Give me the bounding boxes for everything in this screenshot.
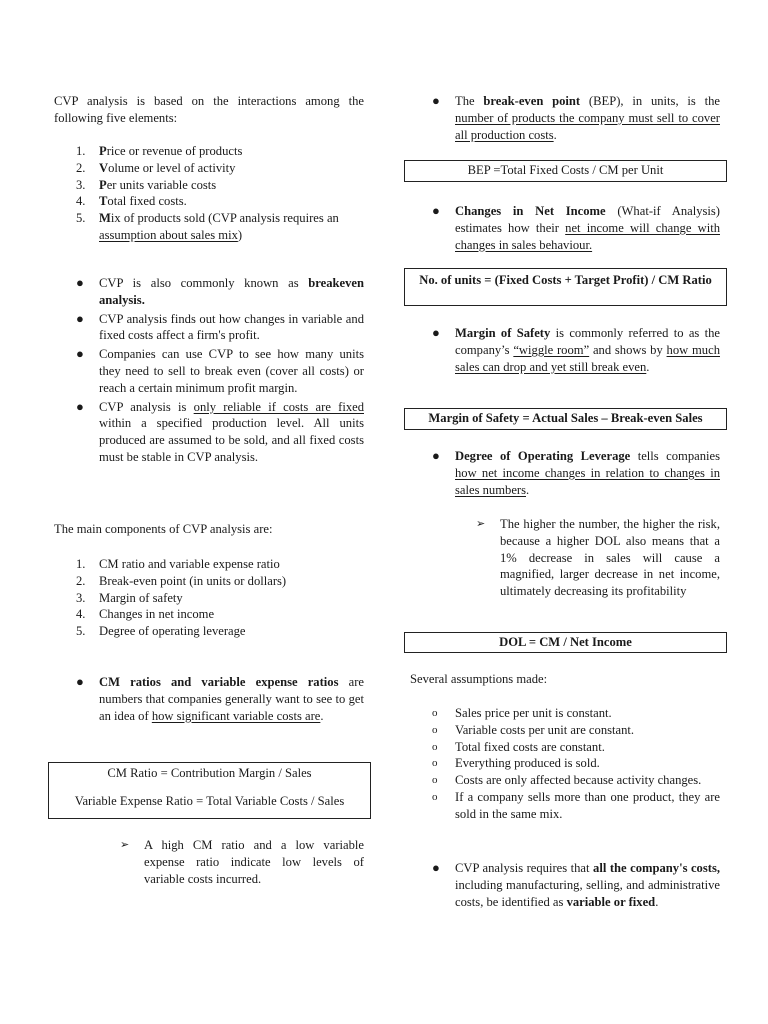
bullet-icon: ●	[76, 346, 84, 362]
list-item: ● CVP is also commonly known as breakeven analysis.	[76, 275, 364, 307]
assumptions-intro: Several assumptions made:	[410, 672, 548, 686]
cm-ratio-formula-box	[48, 762, 371, 819]
dol-formula-box: DOL = CM / Net Income	[404, 632, 727, 653]
margin-of-safety-formula-box: Margin of Safety = Actual Sales – Break-even Sales	[404, 408, 727, 430]
list-item: ➢ The higher the number, the higher the risk, because a higher DOL also means that a 1% decrease in sales will cause a magnified, larger decrease in net income, ultimately decreasing its profitability	[476, 517, 720, 599]
list-item: ● Degree of Operating Leverage tells companies how net income changes in relation to changes in sales numbers.	[432, 448, 720, 497]
bullet-icon: ●	[432, 860, 440, 875]
arrow-icon: ➢	[120, 839, 130, 851]
circle-bullet-icon: o	[432, 790, 438, 803]
list-item: ● CVP analysis requires that all the company's costs, including manufacturing, selling, and administrative costs, be identified as variable or fixed.	[432, 860, 720, 909]
list-item: ● The break-even point (BEP), in units, is the number of products the company must sell to cover all production costs.	[432, 93, 720, 142]
arrow-icon: ➢	[476, 518, 486, 530]
list-item: 4. Changes in net income	[76, 607, 215, 622]
assumptions-list	[410, 705, 720, 823]
list-item: 2. Volume or level of activity	[76, 160, 236, 175]
list-item: ➢ A high CM ratio and a low variable expense ratio indicate low levels of variable costs incurred.	[120, 838, 364, 886]
components-intro: The main components of CVP analysis are:	[54, 522, 273, 536]
bullet-icon: ●	[76, 310, 84, 326]
list-item: 5. Degree of operating leverage	[76, 624, 246, 639]
list-item: ● Companies can use CVP to see how many units they need to sell to break even (cover all costs) or reach a certain minimum profit margin.	[76, 346, 364, 395]
circle-bullet-icon: o	[432, 723, 438, 736]
circle-bullet-icon: o	[432, 774, 438, 787]
list-item: o Everything produced is sold.	[432, 756, 600, 771]
bullet-icon: ●	[432, 203, 440, 218]
list-item: 3. Per units variable costs	[76, 177, 217, 192]
list-item: o Total fixed costs are constant.	[432, 739, 605, 754]
margin-of-safety-bullet	[410, 325, 720, 375]
net-income-bullet	[410, 203, 720, 253]
five-elements-list	[54, 143, 366, 244]
circle-bullet-icon: o	[432, 740, 438, 753]
cm-ratio-bullet	[54, 674, 364, 724]
cvp-bullets	[54, 275, 364, 466]
bep-bullet	[410, 93, 720, 143]
list-item: ● Margin of Safety is commonly referred to as the company’s “wiggle room” and shows by how much sales can drop and yet still break even.	[432, 325, 721, 374]
components-list	[54, 556, 366, 640]
list-item: ● CVP analysis is only reliable if costs are fixed within a specified production level. All units produced are assumed to be sold, and all fixed costs must be stable in CVP analysis.	[76, 398, 364, 464]
list-item: ● CM ratios and variable expense ratios are numbers that companies generally want to see to get an idea of how significant variable costs are.	[76, 674, 364, 723]
circle-bullet-icon: o	[432, 757, 438, 770]
dol-bullet	[410, 448, 720, 498]
list-item: o Sales price per unit is constant.	[432, 706, 612, 720]
list-item: 5. Mix of products sold (CVP analysis requires an assumption about sales mix)	[76, 211, 339, 242]
list-item: 4. Total fixed costs.	[76, 194, 187, 209]
dol-arrow-note	[476, 516, 720, 600]
cm-ratio-formula: CM Ratio = Contribution Margin / Sales	[107, 766, 312, 780]
bullet-icon: ●	[76, 275, 84, 290]
variable-expense-ratio-formula: Variable Expense Ratio = Total Variable Costs / Sales	[74, 793, 345, 808]
circle-bullet-icon: o	[432, 707, 438, 719]
bullet-icon: ●	[432, 325, 440, 340]
cm-arrow-note	[120, 837, 364, 887]
list-item: ● CVP analysis finds out how changes in variable and fixed costs affect a firm's profit.	[76, 310, 364, 343]
bullet-icon: ●	[76, 674, 84, 689]
cvp-costs-bullet	[410, 860, 720, 910]
units-formula-box: No. of units = (Fixed Costs + Target Profit) / CM Ratio	[404, 268, 727, 306]
bep-formula-box: BEP =Total Fixed Costs / CM per Unit	[404, 160, 727, 182]
list-item: 1. CM ratio and variable expense ratio	[76, 557, 280, 571]
list-item: o Costs are only affected because activity changes.	[432, 773, 702, 788]
intro-paragraph: CVP analysis is based on the interactions among the following five elements:	[54, 94, 364, 125]
bullet-icon: ●	[432, 448, 440, 463]
list-item: 1. Price or revenue of products	[76, 144, 243, 158]
bullet-icon: ●	[76, 398, 84, 414]
list-item: o If a company sells more than one product, they are sold in the same mix.	[432, 789, 720, 821]
bullet-icon: ●	[432, 93, 440, 108]
list-item: 2. Break-even point (in units or dollars)	[76, 573, 287, 588]
list-item: o Variable costs per unit are constant.	[432, 722, 635, 737]
list-item: 3. Margin of safety	[76, 590, 183, 605]
list-item: ● Changes in Net Income (What-if Analysis) estimates how their net income will change with changes in sales behaviour.	[432, 203, 721, 252]
